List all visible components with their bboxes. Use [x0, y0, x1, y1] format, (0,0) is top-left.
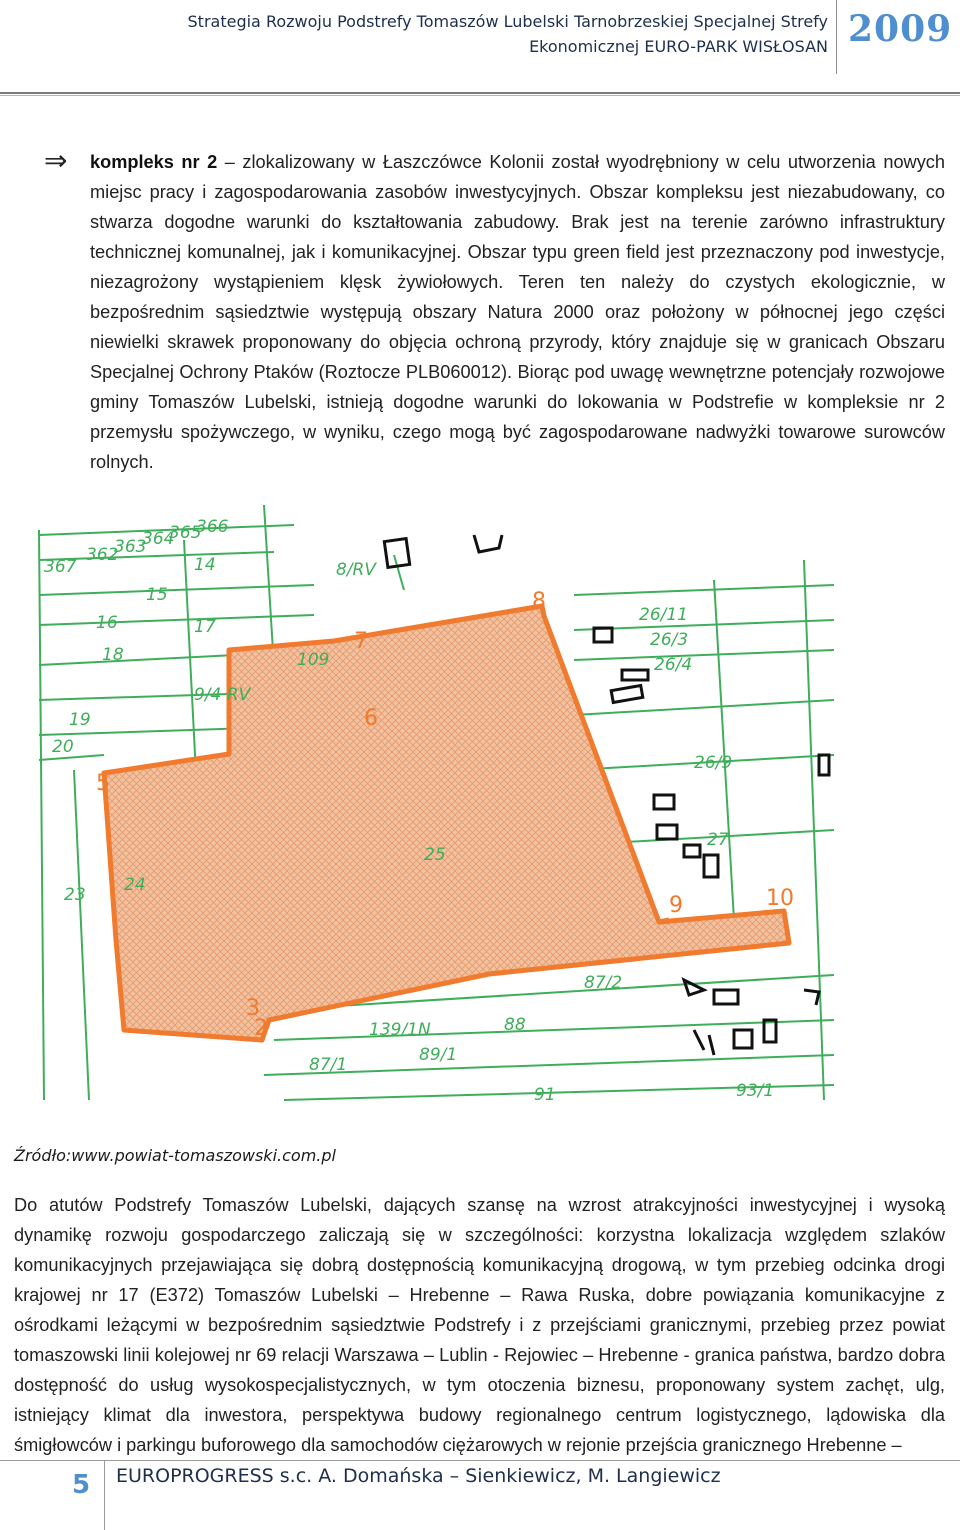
page-header: [0, 0, 960, 100]
vertex-label: 10: [766, 886, 794, 911]
header-rule-thin: [0, 95, 960, 96]
parcel-label: 365: [169, 523, 202, 543]
parcel-label: 26/11: [639, 605, 688, 625]
parcel-label: 9/4 RV: [194, 685, 251, 705]
parcel-label: 23: [64, 885, 86, 905]
bullet-text: – zlokalizowany w Łaszczówce Kolonii został wyodrębniony w celu utworzenia nowych miejsc pracy i zagospodarowania zasobów inwestycyjnych. Obszar kompleksu jest niezabudowany, co stwarza dogodne warunki do kształtowania zabudowy. Brak jest na terenie zarówno infrastruktury technicznej komunalnej, jak i komunikacyjnej. Obszar typu green field jest przeznaczony pod inwestycje, niezagrożony wystąpieniem klęsk żywiołowych. Teren ten należy do czystych ekologicznie, w bezpośrednim sąsiedztwie występują obszary Natura 2000 oraz położony w północnej jego części niewielki skrawek proponowany do objęcia ochroną przyrody, który znajduje się w granicach Obszaru Specjalnej Ochrony Ptaków (Roztocze PLB060012). Biorąc pod uwagę wewnętrzne potencjały rozwojowe gminy Tomaszów Lubelski, istnieją dogodne warunki do lokowania w Podstrefie w kompleksie nr 2 przemysłu spożywczego, w wyniku, czego mogą być zagospodarowane nadwyżki towarowe surowców rolnych.: [90, 152, 945, 472]
body-paragraph: Do atutów Podstrefy Tomaszów Lubelski, dających szansę na wzrost atrakcyjności inwestycyjnej i wysoką dynamikę rozwoju gospodarczego zaliczają się w szczególności: korzystna lokalizacja względem szlaków komunikacyjnych przejawiająca się dobrą dostępnością komunikacyjną drogową, w tym przebieg odcinka drogi krajowej nr 17 (E372) Tomaszów Lubelski – Hrebenne – Rawa Ruska, dobre powiązania komunikacyjne z ośrodkami leżącymi w bezpośrednim sąsiedztwie Podstrefy i z przejściami granicznymi, przebieg przez powiat tomaszowski linii kolejowej nr 69 relacji Warszawa – Lublin - Rejowiec – Hrebenne - granica państwa, bardzo dobra dostępność do usług wysokospecjalistycznych, w tym otoczenia biznesu, proponowany system zachęt, ulg, istniejący klimat dla inwestora, perspektywa budowy regionalnego centrum logistycznego, lądowiska dla śmigłowców i parkingu buforowego dla samochodów ciężarowych w rejonie przejścia granicznego Hrebenne –: [14, 1195, 945, 1455]
parcel-label: 26/4: [654, 655, 693, 675]
parcel-label: 8/RV: [336, 560, 376, 580]
vertex-label: 5: [96, 771, 110, 796]
parcel-label: 17: [194, 617, 216, 637]
parcel-label: 87/1: [309, 1055, 348, 1075]
vertex-label: 6: [364, 706, 378, 731]
footer-rule: [0, 1460, 960, 1461]
header-title-line2: Ekonomicznej EURO-PARK WISŁOSAN: [529, 37, 828, 56]
figure-source: Źródło:www.powiat-tomaszowski.com.pl: [14, 1146, 336, 1165]
parcel-label: 88: [504, 1015, 526, 1035]
parcel-label: 363: [114, 537, 147, 557]
bullet-paragraph: [90, 147, 945, 477]
parcel-label: 87/2: [584, 973, 623, 993]
vertex-label: 7: [354, 629, 368, 654]
header-year: 2009: [848, 8, 953, 50]
parcel-label: 14: [194, 555, 216, 575]
parcel-label: 93/1: [736, 1081, 775, 1101]
site-map: [14, 500, 844, 1115]
vertex-label: 9: [669, 893, 683, 918]
site-map-drawing: [14, 500, 844, 1115]
parcel-label: 20: [52, 737, 74, 757]
parcel-label: 367: [44, 557, 77, 577]
footer-divider: [104, 1460, 105, 1530]
vertex-label: 3: [246, 996, 260, 1021]
arrow-bullet-icon: ⇒: [44, 144, 68, 177]
page-number: 5: [72, 1470, 91, 1500]
parcel-label: 18: [102, 645, 124, 665]
parcel-label: 15: [146, 585, 168, 605]
parcel-label: 109: [297, 650, 330, 670]
parcel-label: 366: [196, 517, 229, 537]
vertex-label: 8: [532, 589, 546, 614]
header-divider: [836, 0, 837, 74]
header-title-line1: Strategia Rozwoju Podstrefy Tomaszów Lubelski Tarnobrzeskiej Specjalnej Strefy: [187, 12, 828, 31]
parcel-label: 19: [69, 710, 91, 730]
bullet-lead: kompleks nr 2: [90, 152, 218, 172]
vertex-label: 2: [254, 1016, 268, 1041]
parcel-label: 24: [124, 875, 146, 895]
header-rule: [0, 92, 960, 94]
parcel-label: 25: [424, 845, 446, 865]
parcel-label: 26/3: [650, 630, 689, 650]
parcel-label: 364: [142, 529, 175, 549]
parcel-label: 89/1: [419, 1045, 458, 1065]
parcel-label: 27: [707, 830, 729, 850]
parcel-label: 91: [534, 1085, 556, 1105]
parcel-label: 16: [96, 613, 118, 633]
parcel-label: 362: [86, 545, 119, 565]
footer-authors: EUROPROGRESS s.c. A. Domańska – Sienkiewicz, M. Langiewicz: [116, 1465, 721, 1487]
parcel-label: 139/1N: [369, 1020, 431, 1040]
parcel-label: 26/9: [694, 753, 733, 773]
